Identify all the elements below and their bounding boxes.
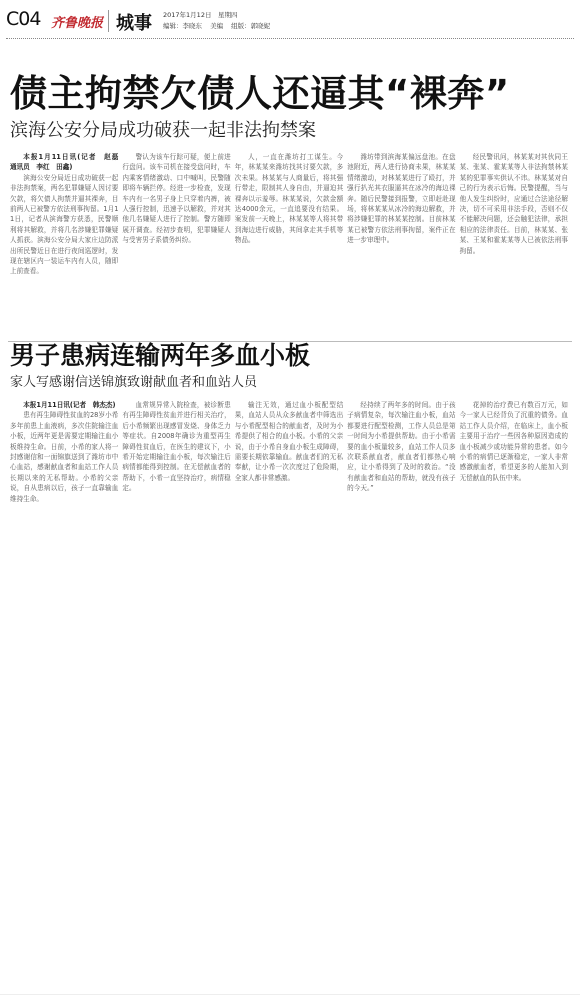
article1-column xyxy=(122,152,234,338)
article1-paragraph: 滨海公安分局近日成功破获一起非法拘禁案，两名犯罪嫌疑人因讨要欠款，将欠债人拘禁并逼其裸奔，目前两人已被警方依法刑事拘留。1月11日，记者从滨海警方获悉，民警顺利将其解救，并将几名涉嫌犯罪嫌疑人抓获。滨海公安分局大家庄边防派出所民警近日在进行夜间巡逻时，发现在辖区内一装运车内有人员，随即上前查看。 xyxy=(10,173,119,276)
article1-paragraph: 警认为该车行踪可疑，便上前进行盘问。该车司机在接受盘问时，车内乘客情绪激动、口中喊叫，民警随即将车辆拦停。经进一步检查，发现车内有一名男子身上只穿着内裤，被人强行控制，迅速予以解救，并对其他几名嫌疑人进行了控制。警方随即展开调查。经初步查明，犯罪嫌疑人与受害男子系债务纠纷。 xyxy=(122,153,231,245)
editor-credit: 编辑：李晓东 xyxy=(163,22,202,30)
editor-credits xyxy=(163,21,276,30)
dateline: 2017年1月12日 星期四 xyxy=(163,11,238,19)
page-number: C04 xyxy=(6,8,41,30)
article1-byline: 本报1月11日讯(记者 赵磊 通讯员 李红 田鑫) xyxy=(10,153,125,172)
article1-subhead: 滨海公安分局成功破获一起非法拘禁案 xyxy=(10,120,316,141)
article2-column xyxy=(122,400,234,570)
section-title: 城事 xyxy=(116,13,152,34)
article2-headline: 男子患病连输两年多血小板 xyxy=(10,341,311,370)
masthead-rule xyxy=(6,38,574,39)
article2-paragraph: 血常规异常入院检查，被诊断患有再生障碍性贫血并进行相关治疗，后小希频繁出现感冒发烧、身体乏力等症状。自2008年确诊为重型再生障碍性贫血后，在医生的建议下，小希开始定期输注血小板，每次输注后病情都能得到控制。在无偿献血者的帮助下，小希一直坚持治疗，病情稳定。 xyxy=(122,401,231,493)
article1-column xyxy=(235,152,347,338)
article1-paragraph: 人，一直在潍坊打工谋生。今年，林某某来潍坊找其讨要欠款，多次未果。林某某与人商量后，将其强行带走，限制其人身自由，并逼迫其裸奔以示羞辱。林某某说，欠款金额达4000余元，一直追要没有结果。案发前一天晚上，林某某等人将其带到海边进行威胁，其间拿走其手机等物品。 xyxy=(234,153,344,245)
article1-paragraph: 潍坊带到滨海某偏远盘池。在盘池附近，两人进行协商未果，林某某情绪激动，对林某某进行了殴打，并强行扒光其衣服逼其在冰冷的海边裸奔。随后民警接到报警，立即赶赴现场，将林某某从冰冷的海边解救，并将涉嫌犯罪的林某某控制。目前林某某已被警方依法刑事拘留，案件正在进一步审理中。 xyxy=(347,153,456,245)
article1-headline: 债主拘禁欠债人还逼其“裸奔” xyxy=(10,72,510,115)
article1-column xyxy=(460,152,572,338)
article2-paragraph: 患有再生障碍性贫血的28岁小希多年前患上血液病，多次住院输注血小板，近两年更是需要定期输注血小板维持生命。日前，小希的家人将一封感谢信和一面锦旗送到了潍坊市中心血站，感谢献血者和血站工作人员长期以来的无私帮助。小希的父亲说，自从患病以后，孩子一直靠输血维持生命。 xyxy=(10,411,119,503)
article2-body xyxy=(10,400,572,570)
article2-paragraph: 输注无效，通过血小板配型结果，血站人员从众多献血者中筛选出与小希配型相合的献血者，及时为小希提供了相合的血小板。小希的父亲说，由于小希自身血小板生成障碍，需要长期依靠输血。献血者们的无私奉献，让小希一次次度过了危险期，全家人都非常感激。 xyxy=(234,401,344,482)
designer-credit: 美编 xyxy=(210,22,224,30)
paper-logo: 齐鲁晚报 xyxy=(51,16,104,31)
article2-paragraph: 花掉的治疗费已有数百万元，如今一家人已经背负了沉重的债务。血站工作人员介绍，在临床上，血小板主要用于治疗一些因各种原因造成的血小板减少或功能异常的患者。如今小希的病情已逐渐稳定，一家人非常感激献血者，希望更多的人能加入到无偿献血的队伍中来。 xyxy=(459,401,568,482)
article1-paragraph: 经民警讯问，林某某对其伙同王某、张某、霍某某等人非法拘禁林某某的犯罪事实供认不讳。林某某对自己的行为表示后悔。民警提醒，当与他人发生纠纷时，应通过合法途径解决，切不可采用非法手段，否则不仅不能解决问题，还会触犯法律，承担相应的法律责任。目前，林某某、张某、王某和霍某某等人已被依法刑事拘留。 xyxy=(459,153,568,255)
masthead xyxy=(6,6,574,38)
article2-column xyxy=(460,400,572,570)
masthead-divider xyxy=(108,10,109,32)
article1-column xyxy=(10,152,125,338)
article2-column xyxy=(10,400,122,570)
article2-subhead: 家人写感谢信送锦旗致谢献血者和血站人员 xyxy=(10,375,258,390)
proofreader-credit: 组版：郭晓妮 xyxy=(231,22,271,30)
article1-body xyxy=(10,152,572,338)
article2-column xyxy=(347,400,459,570)
article2-column xyxy=(235,400,347,570)
article2-paragraph: 经持续了两年多的时间。由于孩子病情复杂，每次输注血小板，血站都要进行配型检测，工作人员总是第一时间为小希提供帮助。由于小希需要的血小板量较多，血站工作人员多次联系献血者，献血者们都热心响应，让小希得到了及时的救治。“没有献血者和血站的帮助，就没有孩子的今天。” xyxy=(347,401,456,493)
article1-column xyxy=(347,152,459,338)
article2-byline: 本报1月11日讯(记者 韩杰杰) xyxy=(23,401,116,409)
